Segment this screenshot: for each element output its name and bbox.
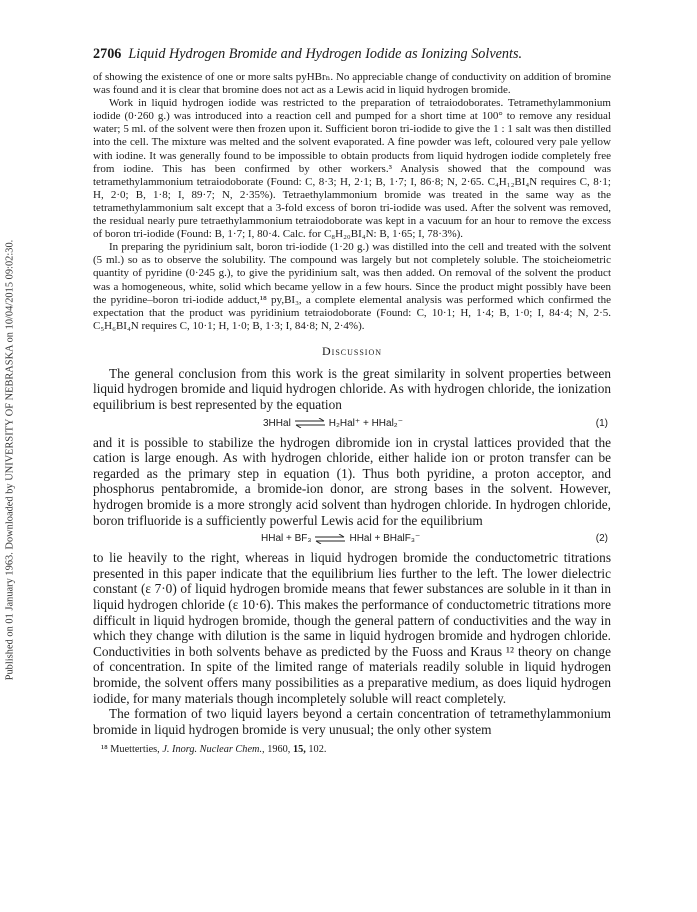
download-watermark-text: Published on 01 January 1963. Downloaded by UNIVERSITY OF NEBRASKA on 10/04/2015 09:02:30. xyxy=(4,239,16,681)
paragraph-discussion-2: and it is possible to stabilize the hydrogen dibromide ion in crystal lattices provided that the cation is large enough. As with hydrogen chloride, either halide ion or proton transfer can be regarded as the primary step in equation (1). Thus both pyridine, a proton acceptor, and phosphorus pentabromide, a bromide-ion donor, are strong bases in the solvent. However, hydrogen bromide is a more strongly acid solvent than hydrogen chloride. In hydrogen chloride, boron trifluoride is a sufficiently powerful Lewis acid for the equilibrium xyxy=(93,434,611,528)
footnote-journal: J. Inorg. Nuclear Chem., xyxy=(162,744,265,756)
equation-2-left: HHal + BF₃ xyxy=(261,533,312,545)
paragraph-discussion-3: to lie heavily to the right, whereas in liquid hydrogen bromide the conductometric titrations presented in this paper indicate that the equilibrium lies further to the left. The lower dielectric constant (ε 7·0) of liquid hydrogen bromide means that fewer substances are soluble in it than in liquid hydrogen chloride (ε 10·6). This makes the performance of conductometric titrations more difficult in liquid hydrogen bromide, though the general pattern of conductivities and the way in which they change with dilution is the same in liquid hydrogen bromide and hydrogen chloride. Conductivities in both solvents behave as predicted by the Fuoss and Kraus ¹² theory on change of concentration. In spite of the limited range of materials readily soluble in liquid hydrogen bromide, the solvent offers many possibilities as a preparative medium, as does liquid hydrogen iodide, for many materials though incompletely soluble will react completely. xyxy=(93,550,611,706)
section-heading: Discussion xyxy=(321,343,382,358)
equation-2 xyxy=(93,528,611,550)
footnote-volume: 15, xyxy=(292,744,306,756)
footnote-year: 1960, xyxy=(267,744,291,756)
running-title: Liquid Hydrogen Bromide and Hydrogen Iodide as Ionizing Solvents. xyxy=(128,46,523,62)
equation-1 xyxy=(93,413,611,435)
paragraph-pyridinium: In preparing the pyridinium salt, boron tri-iodide (1·20 g.) was distilled into the cell and treated with the solvent (5 ml.) so as to observe the solubility. The compound was largely but not completely soluble. The stoicheiometric quantity of pyridine (0·245 g.), to give the pyridinium salt, was then added. On removal of the solvent the product was a homogeneous, white, solid which became yellow in a few hours. Since the product might possibly have been the pyridine–boron tri-iodide adduct,¹⁸ py,BI₃, a complete elemental analysis was performed which confirmed the expectation that the product was pyridinium tetraiodoborate (Found: C, 10·1; H, 1·4; B, 1·0; I, 84·4; N, 2·5. C₅H₆BI₄N requires C, 10·1; H, 1·0; B, 1·3; I, 84·8; N, 2·4%). xyxy=(93,241,611,332)
paragraph-continued: of showing the existence of one or more salts pyHBrₙ. No appreciable change of conductivity on addition of bromine was found and it is clear that bromine does not act as a Lewis acid in liquid hydrogen bromide. xyxy=(93,71,611,97)
paragraph-discussion-4: The formation of two liquid layers beyond a certain concentration of tetramethylammonium bromide in liquid hydrogen bromide is very unusual; the only other system xyxy=(93,706,611,737)
footnote-page: 102. xyxy=(308,744,327,756)
page-content xyxy=(93,46,611,755)
footnote xyxy=(93,744,611,755)
equation-2-number: (2) xyxy=(595,533,608,545)
download-watermark xyxy=(2,60,18,860)
page-number: 2706 xyxy=(93,46,122,62)
paragraph-hydrogen-iodide: Work in liquid hydrogen iodide was restricted to the preparation of tetraiodoborates. Tetramethylammonium iodide (0·260 g.) was introduced into a reaction cell and pumped for a short time at 100° to remove any residual water; 5 ml. of the solvent were then frozen upon it. Sufficient boron tri-iodide to give the 1 : 1 salt was then distilled into the cell. The mixture was melted and the solvent evaporated. A fine powder was left, coloured very pale yellow with iodine. It was generally found to be impossible to obtain products from liquid hydrogen iodide completely free from iodine. This has been confirmed by other workers.³ Analysis showed that the compound was tetramethylammonium tetraiodoborate (Found: C, 8·3; H, 2·1; B, 1·7; I, 86·8; N, 2·65. C₄H₁₂BI₄N requires C, 8·1; H, 2·0; B, 1·8; I, 89·7; N, 2·35%). Tetraethylammonium bromide was treated in the same way as the tetramethylammonium salt except that a 3-fold excess of boron tri-iodide was used. After the solvent was removed, the residual nearly pure tetraethylammonium tetraiodoborate was kept in a vacuum for an hour to remove the excess of boron tri-iodide (Found: B, 1·7; I, 80·4. Calc. for C₈H₂₀BI₄N: B, 1·65; I, 78·3%). xyxy=(93,97,611,241)
paragraph-discussion-1: The general conclusion from this work is the great similarity in solvent properties between liquid hydrogen bromide and liquid hydrogen chloride. As with hydrogen chloride, the ionization equilibrium is best represented by the equation xyxy=(93,365,611,413)
equilibrium-arrow-icon xyxy=(295,418,325,428)
equation-2-right: HHal + BHalF₃⁻ xyxy=(349,533,421,545)
running-header xyxy=(93,46,611,63)
equation-1-right: H₂Hal⁺ + HHal₂⁻ xyxy=(328,417,403,429)
footnote-number: ¹⁸ xyxy=(101,744,108,756)
equation-1-number: (1) xyxy=(595,417,608,429)
equilibrium-arrow-icon xyxy=(315,534,345,544)
footnote-authors: Muetterties, xyxy=(110,744,160,756)
equation-1-left: 3HHal xyxy=(263,417,291,429)
